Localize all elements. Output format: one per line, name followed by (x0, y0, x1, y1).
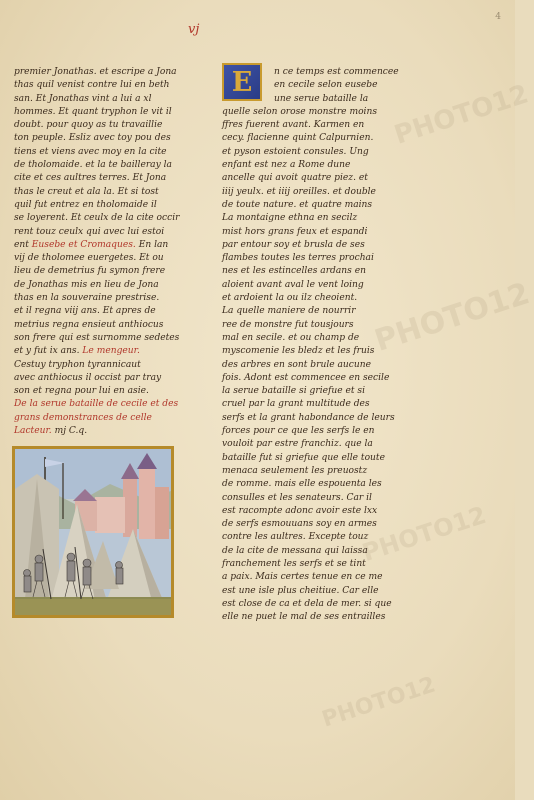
text-line: La montaigne ethna en secilz (222, 213, 358, 224)
text-line: quil fut entrez en tholomaide il (14, 199, 157, 210)
corner-number: 4 (495, 12, 501, 22)
text-line: La quelle maniere de nourrir (222, 306, 356, 317)
text-line: cite et ces aultres terres. Et Jona (14, 173, 167, 184)
text-line: son et regna pour lui en asie. (14, 386, 149, 397)
text-line: avec anthiocus il occist par tray (14, 372, 162, 383)
text-line: consulles et les senateurs. Car il (222, 492, 372, 503)
text-line: son frere qui est surnomme sedetes (14, 332, 180, 343)
text-line: se loyerent. Et ceulx de la cite occir (14, 213, 180, 224)
text-line: vij de tholomee euergetes. Et ou (14, 253, 164, 264)
text-line: thas en la souveraine prestrise. (14, 293, 160, 304)
text-line: menaca seulement les preuostz (222, 465, 368, 476)
text-line: nes et les estincelles ardans en (222, 266, 366, 277)
initial-letter: E (231, 66, 253, 98)
text-line: et il regna viij ans. Et apres de (14, 306, 156, 317)
watermark-text: PHOTO12 (370, 276, 534, 359)
text-line: ent Eusebe et Cromaques. En lan (14, 239, 169, 250)
text-line: doubt. pour quoy as tu travaillie (14, 120, 163, 131)
text-line: iiij yeulx. et iiij oreilles. et double (222, 186, 376, 197)
text-line: ree de monstre fut tousjours (222, 319, 354, 330)
text-line: et ardoient la ou ilz cheoient. (222, 293, 358, 304)
text-line: thas quil venist contre lui en beth (14, 80, 170, 91)
watermark-text: PHOTO12 (319, 672, 439, 733)
text-line: Lacteur. mj C.q. (14, 426, 88, 437)
text-line: de Jonathas mis en lieu de Jona (14, 279, 159, 290)
text-line: ffres fuerent avant. Karmen en (222, 120, 365, 131)
text-line: myscomenie les bledz et les fruis (222, 346, 375, 357)
text-line: tiens et viens avec moy en la cite (14, 146, 167, 157)
text-line: ton peuple. Esliz avec toy pou des (14, 133, 171, 144)
text-line: premier Jonathas. et escripe a Jona (14, 67, 177, 77)
rubric-text: Lacteur. (14, 426, 52, 437)
watermark-text: PHOTO12 (390, 79, 533, 151)
text-line: est racompte adonc avoir este lxx (222, 505, 378, 516)
text-line: des arbres en sont brule aucune (222, 359, 371, 370)
miniature-painting (15, 449, 171, 615)
text-line: bataille fut si griefue que elle toute (222, 452, 385, 463)
rubric-text: Eusebe et Cromaques. (31, 239, 136, 250)
text-line: vouloit par estre franchiz. que la (222, 439, 373, 450)
text-line: lieu de demetrius fu symon frere (14, 266, 166, 277)
text-line: et y fut ix ans. Le mengeur. (14, 346, 140, 357)
text-line: fois. Adont est commencee en secile (222, 372, 390, 383)
folio-number: vj (188, 22, 200, 37)
watermark (391, 79, 532, 150)
text-line: est close de ca et dela de mer. si que (222, 598, 392, 609)
text-line: par entour soy et brusla de ses (222, 239, 365, 250)
text-line: ancelle qui avoit quatre piez. et (222, 173, 368, 184)
text-line: a paix. Mais certes tenue en ce me (222, 572, 383, 583)
text-line: en cecile selon eusebe (274, 80, 378, 91)
text-line: et pyson estoient consules. Ung (222, 146, 369, 157)
text-line: une serue bataille la (274, 93, 369, 104)
text-line: san. Et Jonathas vint a lui a xl (14, 93, 152, 104)
text-line: de la cite de messana qui laissa (222, 545, 368, 556)
text-line: de romme. mais elle espouenta les (222, 479, 382, 490)
text-line: metrius regna ensieut anthiocus (14, 319, 164, 330)
rubric-text: De la serue bataille de cecile et des (14, 399, 179, 410)
text-line: de toute nature. et quatre mains (222, 199, 373, 210)
text-line: cruel par la grant multitude des (222, 399, 370, 410)
right-text-column (222, 66, 402, 624)
text-line: n ce temps est commencee (274, 67, 399, 77)
text-line: enfant est nez a Rome dune (222, 160, 351, 171)
text-line: de tholomaide. et la te bailleray la (14, 160, 172, 171)
text-line: la serue bataille si griefue et si (222, 386, 365, 397)
text-line: elle ne puet le mal de ses entrailles (222, 612, 386, 623)
watermark (319, 672, 439, 732)
text-line: mist hors grans feux et espandi (222, 226, 368, 237)
left-text-column (14, 66, 184, 438)
text-line: forces pour ce que les serfs le en (222, 426, 375, 437)
text-line: contre les aultres. Excepte touz (222, 532, 369, 543)
text-line: mal en secile. et ou champ de (222, 332, 360, 343)
text-line: hommes. Et quant tryphon le vit il (14, 106, 172, 117)
text-line: rent touz ceulx qui avec lui estoi (14, 226, 165, 237)
text-line: cecy. flacienne quint Calpurnien. (222, 133, 374, 144)
text-line: aloient avant aval le vent loing (222, 279, 364, 290)
text-line: de serfs esmouuans soy en armes (222, 519, 377, 530)
text-line: flambes toutes les terres prochai (222, 253, 374, 264)
text-line: est une isle plus cheitiue. Car elle (222, 585, 379, 596)
text-line: thas le creut et ala la. Et si tost (14, 186, 159, 197)
watermark-text: PHOTO12 (358, 500, 490, 568)
miniature-illustration (12, 446, 174, 618)
text-line (14, 398, 184, 411)
rubric-text: grans demonstrances de celle (14, 412, 152, 423)
text-line: serfs et la grant habondance de leurs (222, 412, 395, 423)
text-line: franchement les serfs et se tint (222, 558, 366, 569)
text-line: quelle selon orose monstre moins (222, 106, 377, 117)
text-line: Cestuy tryphon tyrannicaut (14, 359, 141, 370)
text-line (14, 412, 184, 425)
rubric-text: Le mengeur. (82, 346, 140, 357)
